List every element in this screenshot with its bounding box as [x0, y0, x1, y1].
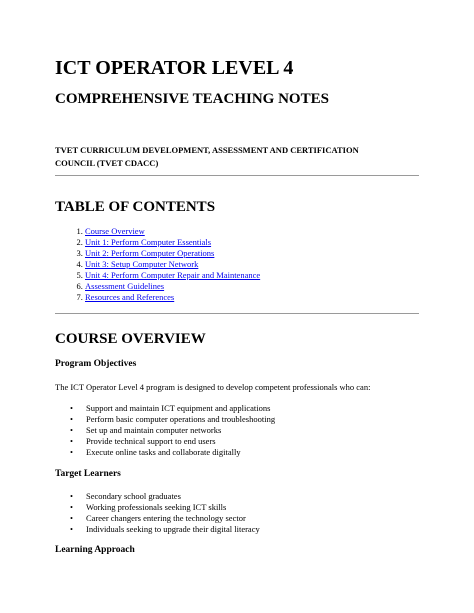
toc-item: [85, 259, 260, 270]
overview-heading: COURSE OVERVIEW: [55, 331, 206, 347]
learners-list: [55, 491, 260, 535]
toc-link-unit-3[interactable]: Unit 3: Setup Computer Network: [85, 259, 199, 269]
toc-link-resources[interactable]: Resources and References: [85, 292, 175, 302]
objectives-intro: The ICT Operator Level 4 program is designed to develop competent professionals who can:: [55, 382, 371, 392]
objectives-heading: Program Objectives: [55, 359, 137, 369]
toc-item: [85, 237, 260, 248]
toc-heading: TABLE OF CONTENTS: [55, 199, 216, 215]
toc-link-unit-4[interactable]: Unit 4: Perform Computer Repair and Maintenance: [85, 270, 261, 280]
list-item: • Execute online tasks and collaborate digitally: [84, 447, 275, 458]
objectives-list: [55, 403, 275, 458]
toc-item: [85, 226, 260, 237]
list-item: • Support and maintain ICT equipment and applications: [84, 403, 275, 414]
divider: [55, 175, 419, 176]
list-item: • Set up and maintain computer networks: [84, 425, 275, 436]
divider: [55, 313, 419, 314]
list-item: • Provide technical support to end users: [84, 436, 275, 447]
document-subtitle: COMPREHENSIVE TEACHING NOTES: [55, 91, 329, 107]
toc-item: [85, 292, 260, 303]
list-item: • Perform basic computer operations and troubleshooting: [84, 414, 275, 425]
approach-heading: Learning Approach: [55, 545, 135, 555]
toc-list: [55, 226, 260, 303]
toc-item: [85, 248, 260, 259]
list-item: • Secondary school graduates: [84, 491, 260, 502]
toc-link-unit-1[interactable]: Unit 1: Perform Computer Essentials: [85, 237, 212, 247]
toc-item: [85, 270, 260, 281]
toc-link-course-overview[interactable]: Course Overview: [85, 226, 145, 236]
list-item: • Career changers entering the technology sector: [84, 513, 260, 524]
toc-item: [85, 281, 260, 292]
document-title: ICT OPERATOR LEVEL 4: [55, 57, 294, 79]
council-name: TVET CURRICULUM DEVELOPMENT, ASSESSMENT AND CERTIFICATION COUNCIL (TVET CDACC): [55, 145, 359, 168]
list-item: • Individuals seeking to upgrade their digital literacy: [84, 524, 260, 535]
toc-link-assessment[interactable]: Assessment Guidelines: [85, 281, 165, 291]
list-item: • Working professionals seeking ICT skills: [84, 502, 260, 513]
toc-link-unit-2[interactable]: Unit 2: Perform Computer Operations: [85, 248, 215, 258]
learners-heading: Target Learners: [55, 469, 121, 479]
